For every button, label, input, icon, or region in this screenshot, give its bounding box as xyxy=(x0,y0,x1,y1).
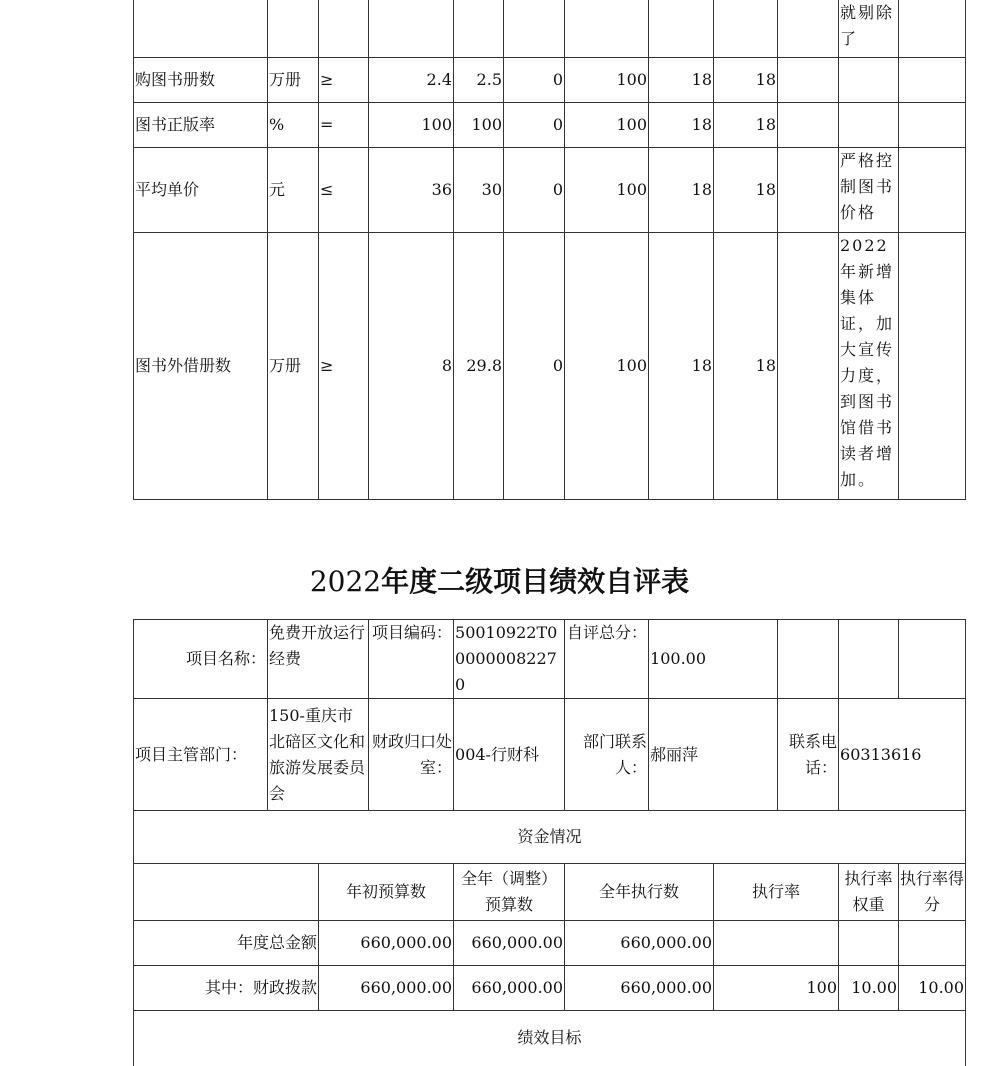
funds-section-title: 资金情况 xyxy=(134,811,966,864)
score-label: 自评总分： xyxy=(565,620,649,699)
indicator-empty xyxy=(778,103,839,148)
indicator-col4: 100 xyxy=(565,148,649,233)
indicator-actual: 2.5 xyxy=(454,58,504,103)
indicator-unit: % xyxy=(268,103,319,148)
indicator-col5: 18 xyxy=(649,148,714,233)
table-row xyxy=(134,103,966,148)
indicator-unit: 元 xyxy=(268,148,319,233)
finance-value: 004-行财科 xyxy=(454,699,565,811)
phone-value: 60313616 xyxy=(839,699,966,811)
funds-header-empty xyxy=(134,864,319,921)
indicator-col5: 18 xyxy=(649,233,714,500)
indicator-actual xyxy=(454,0,504,58)
indicator-col4: 100 xyxy=(565,58,649,103)
indicator-table xyxy=(133,0,966,500)
indicator-empty xyxy=(778,148,839,233)
indicator-unit: 万册 xyxy=(268,58,319,103)
total-adjusted: 660,000.00 xyxy=(454,921,565,966)
info-empty xyxy=(899,620,966,699)
dept-value: 150-重庆市北碚区文化和旅游发展委员会 xyxy=(268,699,369,811)
info-row xyxy=(134,620,966,699)
indicator-operator: = xyxy=(319,103,369,148)
indicator-note: 就剔除了 xyxy=(839,0,899,58)
table-row xyxy=(134,233,966,500)
indicator-name: 购图书册数 xyxy=(134,58,268,103)
table-row xyxy=(134,148,966,233)
indicator-operator: ≥ xyxy=(319,58,369,103)
indicator-col5: 18 xyxy=(649,103,714,148)
indicator-note: 2022年新增集体证，加大宣传力度，到图书馆借书读者增加。 xyxy=(839,233,899,500)
indicator-col3 xyxy=(504,0,565,58)
indicator-operator: ≤ xyxy=(319,148,369,233)
indicator-name xyxy=(134,0,268,58)
total-label: 年度总金额 xyxy=(134,921,319,966)
indicator-col5 xyxy=(649,0,714,58)
indicator-empty xyxy=(778,233,839,500)
indicator-col4: 100 xyxy=(565,103,649,148)
contact-label: 部门联系人： xyxy=(565,699,649,811)
title-text: 年度二级项目绩效自评表 xyxy=(381,565,690,598)
total-weight xyxy=(839,921,899,966)
indicator-target: 36 xyxy=(369,148,454,233)
indicator-target: 100 xyxy=(369,103,454,148)
fiscal-score: 10.00 xyxy=(899,966,966,1011)
indicator-target: 2.4 xyxy=(369,58,454,103)
indicator-empty xyxy=(778,58,839,103)
indicator-operator xyxy=(319,0,369,58)
indicator-actual: 29.8 xyxy=(454,233,504,500)
indicator-col6: 18 xyxy=(714,58,778,103)
indicator-col6: 18 xyxy=(714,148,778,233)
finance-label: 财政归口处室： xyxy=(369,699,454,811)
table-row xyxy=(134,58,966,103)
indicator-note xyxy=(839,103,899,148)
indicator-col4: 100 xyxy=(565,233,649,500)
indicator-empty xyxy=(899,233,966,500)
score-value: 100.00 xyxy=(649,620,778,699)
header-adjusted: 全年（调整）预算数 xyxy=(454,864,565,921)
indicator-name: 图书外借册数 xyxy=(134,233,268,500)
info-empty xyxy=(778,620,839,699)
info-row xyxy=(134,699,966,811)
total-rate xyxy=(714,921,839,966)
table-row xyxy=(134,0,966,58)
header-rate: 执行率 xyxy=(714,864,839,921)
header-initial: 年初预算数 xyxy=(319,864,454,921)
indicator-col4 xyxy=(565,0,649,58)
phone-label: 联系电话： xyxy=(778,699,839,811)
indicator-col6: 18 xyxy=(714,103,778,148)
indicator-target xyxy=(369,0,454,58)
funds-total-row xyxy=(134,921,966,966)
header-score: 执行率得分 xyxy=(899,864,966,921)
fiscal-rate: 100 xyxy=(714,966,839,1011)
indicator-empty xyxy=(899,148,966,233)
indicator-target: 8 xyxy=(369,233,454,500)
indicator-empty xyxy=(778,0,839,58)
indicator-unit: 万册 xyxy=(268,233,319,500)
indicator-note xyxy=(839,58,899,103)
indicator-col3: 0 xyxy=(504,148,565,233)
total-score xyxy=(899,921,966,966)
fiscal-initial: 660,000.00 xyxy=(319,966,454,1011)
goals-section-title: 绩效目标 xyxy=(134,1011,966,1066)
indicator-empty xyxy=(899,103,966,148)
indicator-empty xyxy=(899,0,966,58)
total-executed: 660,000.00 xyxy=(565,921,714,966)
contact-value: 郝丽萍 xyxy=(649,699,778,811)
indicator-col6: 18 xyxy=(714,233,778,500)
indicator-note: 严格控制图书价格 xyxy=(839,148,899,233)
fiscal-executed: 660,000.00 xyxy=(565,966,714,1011)
indicator-actual: 100 xyxy=(454,103,504,148)
indicator-empty xyxy=(899,58,966,103)
section-row xyxy=(134,811,966,864)
project-name: 免费开放运行经费 xyxy=(268,620,369,699)
project-code: 50010922T000000082270 xyxy=(454,620,565,699)
fiscal-label: 其中：财政拨款 xyxy=(134,966,319,1011)
indicator-col6 xyxy=(714,0,778,58)
header-executed: 全年执行数 xyxy=(565,864,714,921)
indicator-col3: 0 xyxy=(504,103,565,148)
indicator-unit xyxy=(268,0,319,58)
dept-label: 项目主管部门： xyxy=(134,699,268,811)
project-table xyxy=(133,619,966,1066)
title-year: 2022 xyxy=(309,565,382,598)
info-empty xyxy=(839,620,899,699)
header-weight: 执行率权重 xyxy=(839,864,899,921)
indicator-actual: 30 xyxy=(454,148,504,233)
indicator-operator: ≥ xyxy=(319,233,369,500)
total-initial: 660,000.00 xyxy=(319,921,454,966)
page-title xyxy=(0,562,999,602)
indicator-col3: 0 xyxy=(504,58,565,103)
project-code-label: 项目编码： xyxy=(369,620,454,699)
project-name-label: 项目名称： xyxy=(134,620,268,699)
indicator-col3: 0 xyxy=(504,233,565,500)
indicator-col5: 18 xyxy=(649,58,714,103)
indicator-name: 图书正版率 xyxy=(134,103,268,148)
fiscal-adjusted: 660,000.00 xyxy=(454,966,565,1011)
funds-header-row xyxy=(134,864,966,921)
fiscal-weight: 10.00 xyxy=(839,966,899,1011)
section-row xyxy=(134,1011,966,1066)
indicator-name: 平均单价 xyxy=(134,148,268,233)
funds-fiscal-row xyxy=(134,966,966,1011)
